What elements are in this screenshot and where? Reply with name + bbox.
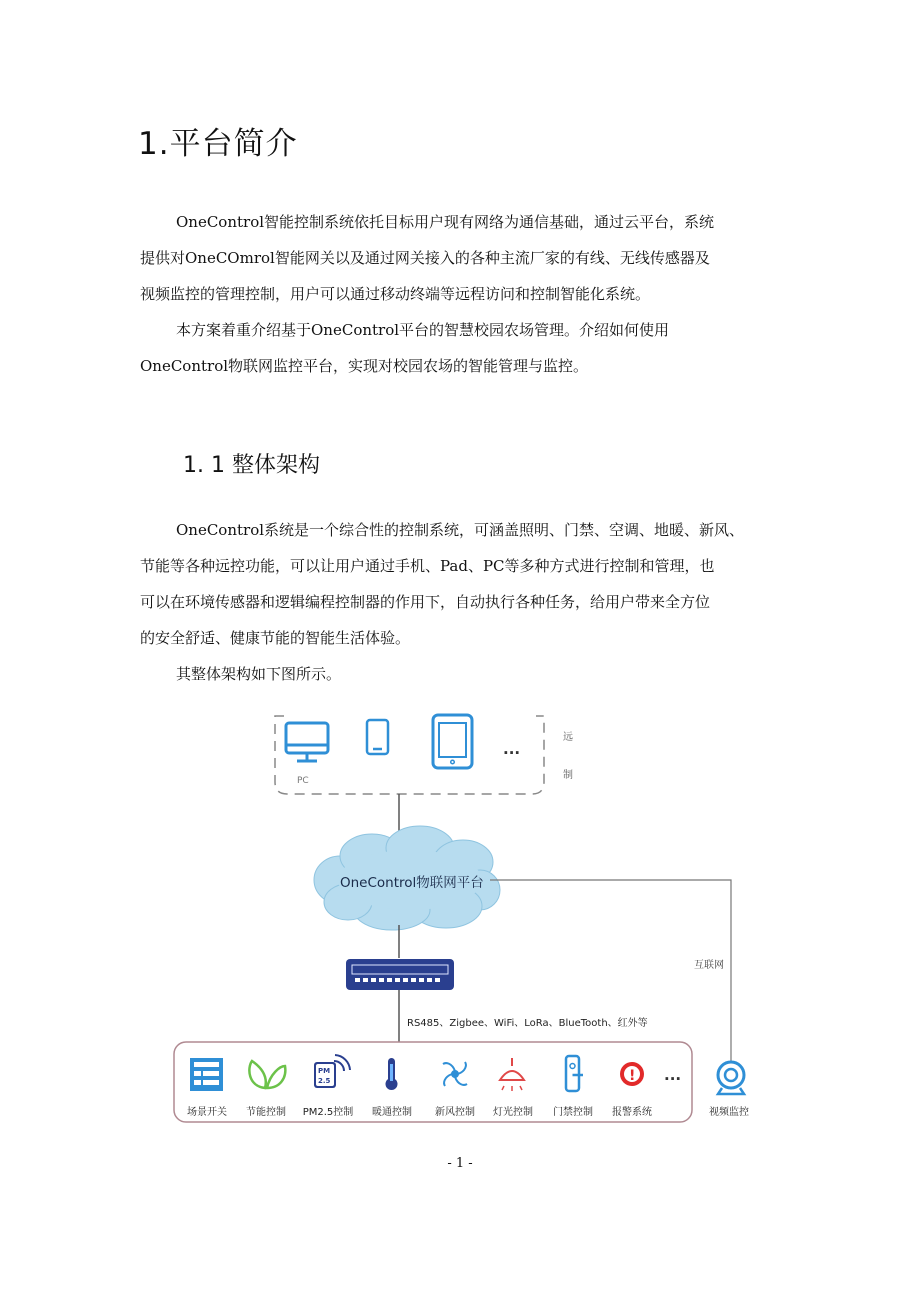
pc-label: PC	[297, 776, 309, 786]
section-title: 1.平台简介	[138, 126, 298, 162]
remote-label-2: 制	[563, 770, 573, 781]
tablet-icon	[433, 715, 472, 768]
pm25-badge-top: PM	[318, 1067, 331, 1075]
text-line: 本方案着重介绍基于OneControl平台的智慧校园农场管理。介绍如何使用	[176, 321, 670, 339]
leaf-icon	[249, 1061, 285, 1088]
text-line: 节能等各种远控功能，可以让用户通过手机、Pad、PC等多种方式进行控制和管理，也	[140, 557, 715, 575]
remote-label-1: 远	[563, 732, 573, 743]
monitor-icon	[286, 723, 328, 761]
protocols-label: RS485、Zigbee、WiFi、LoRa、BlueTooth、红外等	[407, 1018, 648, 1029]
text-line: 提供对OneCOmrol智能网关以及通过网关接入的各种主流厂家的有线、无线传感器及	[140, 249, 710, 267]
gateway-switch-icon	[346, 959, 454, 990]
thermometer-icon	[386, 1058, 398, 1090]
device-label: 新风控制	[435, 1107, 475, 1118]
lamp-icon	[500, 1058, 524, 1091]
alarm-icon	[620, 1062, 644, 1086]
subsection-title: 1. 1 整体架构	[183, 453, 320, 478]
text-line: 视频监控的管理控制，用户可以通过移动终端等远程访问和控制智能化系统。	[140, 285, 651, 303]
internet-label: 互联网	[694, 960, 724, 971]
video-camera-icon	[718, 1062, 744, 1094]
device-label: PM2.5控制	[302, 1107, 354, 1118]
text-line: OneControl物联网监控平台，实现对校园农场的智能管理与监控。	[140, 357, 589, 375]
text-line: 可以在环境传感器和逻辑编程控制器的作用下，自动执行各种任务，给用户带来全方位	[140, 593, 711, 611]
cloud-platform-label: OneControl物联网平台	[340, 875, 484, 891]
device-label: 场景开关	[187, 1107, 227, 1118]
text-line: OneControl系统是一个综合性的控制系统，可涵盖照明、门禁、空调、地暖、新风、	[176, 521, 745, 539]
pm25-badge-bottom: 2.5	[318, 1077, 331, 1085]
device-label: 暖通控制	[372, 1107, 412, 1118]
page-number: - 1 -	[447, 1156, 473, 1171]
text-line: 其整体架构如下图所示。	[176, 665, 342, 683]
text-line: OneControl智能控制系统依托目标用户现有网络为通信基础，通过云平台，系统	[176, 213, 715, 231]
device-label: 报警系统	[612, 1107, 652, 1118]
pm25-icon	[314, 1055, 350, 1088]
video-monitoring-label: 视频监控	[709, 1107, 749, 1118]
device-label: 灯光控制	[493, 1107, 533, 1118]
fan-icon	[443, 1062, 467, 1086]
more-devices-dots: ...	[664, 1066, 682, 1084]
scene-switch-icon	[190, 1058, 223, 1091]
internet-line	[490, 880, 731, 1062]
door-lock-icon	[566, 1056, 583, 1091]
device-label: 门禁控制	[553, 1107, 593, 1118]
alarm-glyph: !	[629, 1068, 636, 1084]
device-label: 节能控制	[246, 1107, 286, 1118]
phone-icon	[367, 720, 388, 754]
text-line: 的安全舒适、健康节能的智能生活体验。	[140, 629, 411, 647]
more-terminals-dots: ...	[503, 740, 521, 758]
device-labels	[187, 1105, 652, 1118]
